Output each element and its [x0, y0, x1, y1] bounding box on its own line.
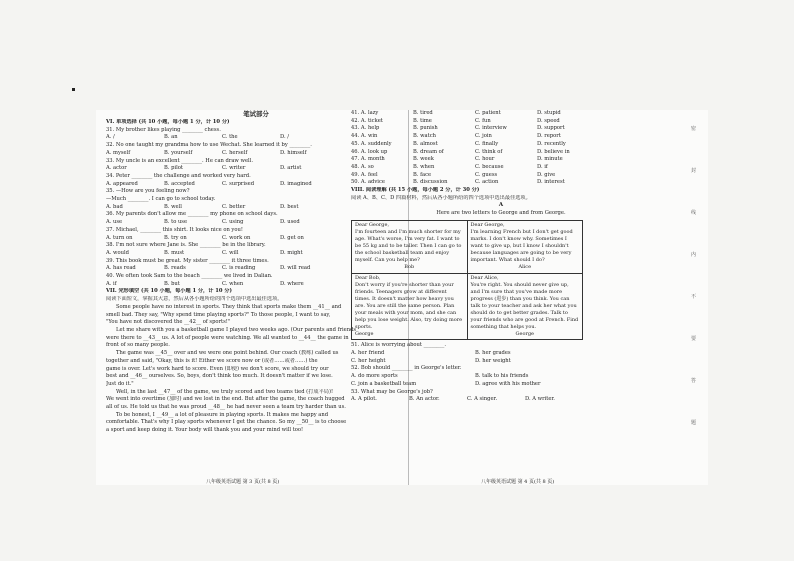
- option: C. finally: [475, 140, 499, 147]
- options-42: [351, 118, 651, 126]
- letter-signature: George: [355, 331, 374, 338]
- page-heading: 笔试部分: [243, 110, 269, 118]
- option: A. A pilot.: [351, 396, 377, 403]
- section-8-title: VIII. 阅读理解 (共 15 小题，每小题 2 分，计 30 分): [351, 187, 480, 194]
- option: C. surprised: [222, 180, 255, 187]
- option: D. might: [280, 249, 303, 256]
- question-34: 34. Peter ________ the challenge and worked very hard.: [106, 172, 251, 179]
- binding-char: 内: [691, 252, 697, 258]
- letter-body: Dear George, I'm fourteen and I'm much shorter for my age. What's worse, I'm very fat. I want to be 55 kg and to be taller. Then I can go to the school basketball team and enjoy myself. Can you help me?: [355, 221, 462, 264]
- question-37: 37. Michael, ________ this shirt. It looks nice on you!: [106, 226, 243, 233]
- option: D. recently: [537, 140, 566, 147]
- option: D. minute: [537, 156, 563, 163]
- option: C. because: [475, 163, 504, 170]
- option: A. use: [106, 219, 123, 226]
- option: D. support: [537, 125, 565, 132]
- options-46: [351, 149, 651, 157]
- option: B. when: [413, 163, 435, 170]
- reply-to-alice: [467, 273, 583, 340]
- option: B. almost: [413, 140, 438, 147]
- exam-sheet: [96, 110, 708, 485]
- option: C. fun: [475, 117, 491, 124]
- question-35: 35. —How are you feeling now?: [106, 188, 190, 195]
- options-53: [351, 396, 651, 404]
- question-39: 39. This book must be great. My sister ________ it three times.: [106, 257, 269, 264]
- option: C. patient: [475, 110, 501, 116]
- question-32: 32. No one taught my grandma how to use Wechat. She learned it by ________.: [106, 142, 312, 149]
- question-35-reply: —Much ________. I can go to school today.: [106, 196, 216, 203]
- option: D. believe in: [537, 148, 570, 155]
- section-7-instruction: 阅读下面短文，掌握其大意，然后从各小题所给的四个选项中选出最佳选项。: [106, 296, 283, 303]
- option: 45. A. suddenly: [351, 140, 392, 147]
- option: B. talk to his friends: [475, 373, 529, 380]
- option: C. the: [222, 134, 238, 141]
- option: D. give: [537, 171, 556, 178]
- option: D. agree with his mother: [475, 380, 541, 387]
- letter-body: Dear Bob, Don't worry if you're shorter than your friends. Teenagers grow at different times. It doesn't matter how heavy you are. You are still the same person. Plan your meals with your mom, and she can help you lose weight. Also, try doing more sports.: [355, 274, 463, 331]
- option: 46. A. look up: [351, 148, 388, 155]
- binding-char: 答: [691, 378, 697, 384]
- option: A. actor: [106, 165, 127, 172]
- section-6-title: VI. 单项选择 (共 10 小题，每小题 1 分，计 10 分): [106, 119, 230, 125]
- option: 41. A. lazy: [351, 110, 379, 116]
- option: 44. A. win: [351, 133, 378, 140]
- binding-line: [691, 125, 703, 425]
- option: D. will read: [280, 265, 311, 272]
- passage-line: Just do it.": [106, 380, 134, 387]
- passage-line: Well, in the last __47__ of the game, we truly scored and two teams tied (打成平局)!: [116, 388, 334, 395]
- option: 43. A. help: [351, 125, 380, 132]
- right-page: [351, 110, 651, 404]
- passage-line: front of so many people.: [106, 342, 170, 349]
- option: B. dream of: [413, 148, 444, 155]
- passage-line: all of us. He told us that he was proud __48__ he had never seen a team try harder than us.: [106, 404, 346, 411]
- option: B. but: [164, 280, 180, 287]
- options-51b: [351, 358, 651, 366]
- option: D. imagined: [280, 180, 312, 187]
- passage-line: Let me share with you a basketball game I played two weeks ago. (Our parents and friends: [116, 326, 357, 333]
- options-49: [351, 172, 651, 180]
- options-47: [351, 156, 651, 164]
- options-41: [351, 110, 651, 118]
- option: B. pilot: [164, 165, 183, 172]
- passage-line: were there to __43__ us. A lot of people were watching. We all wanted to __44__ the game in: [106, 334, 349, 341]
- option: B. face: [413, 171, 432, 178]
- option: 47. A. month: [351, 156, 385, 163]
- option: 48. A. so: [351, 163, 374, 170]
- passage-line: best and __46__ ourselves. So, boys, don't think too much. It doesn't matter if we lose.: [106, 373, 333, 380]
- passage-line: Some people have no interest in sports. They think that sports make them __41__ and: [116, 303, 342, 310]
- option: C. will: [222, 249, 239, 256]
- letters-table: [351, 220, 583, 341]
- passage-line: smell bad. They say, "Why spend time playing sports?" To those people, I want to say,: [106, 311, 331, 318]
- option: B. discussion: [413, 179, 448, 186]
- option: B. an: [164, 134, 178, 141]
- question-31: 31. My brother likes playing ________ chess.: [106, 126, 221, 133]
- section-8-instruction: 阅读 A、B、C、D 四篇材料，然后从各小题所给的四个选项中选出最佳选项。: [351, 194, 531, 201]
- option: C. using: [222, 219, 244, 226]
- option: C. herself: [222, 149, 248, 156]
- option: 42. A. ticket: [351, 117, 383, 124]
- option: C. better: [222, 203, 246, 210]
- option: C. think of: [475, 148, 503, 155]
- option: A. myself: [106, 149, 131, 156]
- question-33: 33. My uncle is an excellent ________. He can draw well.: [106, 157, 253, 164]
- option: 49. A. feel: [351, 171, 378, 178]
- question-53: 53. What may be George's job?: [351, 388, 433, 395]
- option: A. if: [106, 280, 117, 287]
- option: C. hour: [475, 156, 495, 163]
- question-51: 51. Alice is worrying about ________.: [351, 342, 446, 349]
- option: B. watch: [413, 133, 436, 140]
- options-52: [351, 373, 651, 381]
- option: 50. A. advice: [351, 179, 385, 186]
- option: D. artist: [280, 165, 302, 172]
- options-44: [351, 133, 651, 141]
- option: D. get on: [280, 234, 304, 241]
- option: A. would: [106, 249, 129, 256]
- passage-line: We went into overtime (加时) and we lost in the end. But after the game, the coach hugged: [106, 396, 345, 403]
- options-50: [351, 179, 651, 187]
- option: D. best: [280, 203, 299, 210]
- letter-signature: George: [515, 331, 534, 338]
- options-52b: [351, 381, 651, 389]
- option: C. interview: [475, 125, 507, 132]
- option: C. join: [475, 133, 492, 140]
- option: D. interest: [537, 179, 565, 186]
- option: D. stupid: [537, 110, 561, 116]
- options-48: [351, 164, 651, 172]
- option: B. must: [164, 249, 185, 256]
- options-45: [351, 141, 651, 149]
- question-52: 52. Bob should ________ in George's letter.: [351, 365, 462, 372]
- option: D. if: [537, 163, 548, 170]
- option: A. do more sports: [351, 373, 398, 380]
- passage-line: together and said, "Okay, this is it! Either we score now or (或者……或者……) the: [106, 357, 318, 364]
- passage-line: a sport and keep doing it. Your body will thank you and your mind will too!: [106, 427, 304, 434]
- passage-line: To be honest, I __49__ a lot of pleasure in playing sports. It makes me happy and: [116, 411, 329, 418]
- option: D. report: [537, 133, 561, 140]
- binding-char: 不: [691, 294, 697, 300]
- option: A. her friend: [351, 350, 385, 357]
- option: D. himself: [280, 149, 307, 156]
- option: B. try on: [164, 234, 187, 241]
- option: D. A writer.: [525, 396, 555, 403]
- letter-alice: [467, 220, 583, 273]
- binding-char: 题: [691, 420, 697, 426]
- letter-signature: Bob: [404, 264, 415, 271]
- letter-signature: Alice: [518, 264, 532, 271]
- option: C. A singer.: [467, 396, 498, 403]
- option: D. used: [280, 219, 300, 226]
- option: A. turn on: [106, 234, 133, 241]
- option: B. accepted: [164, 180, 195, 187]
- binding-char: 密: [691, 126, 697, 132]
- question-40: 40. We often took Sam to the beach ________ we lived in Dalian.: [106, 273, 273, 280]
- option: B. reads: [164, 265, 186, 272]
- option: D. speed: [537, 117, 560, 124]
- option: A. has read: [106, 265, 136, 272]
- letter-body: Dear Alice, You're right. You should never give up, and I'm sure that you've made more progress (进步) than you think. You can talk to your teacher and ask her what you should do to get better grades. Talk to your friends who are good at French. Find something that helps you.: [470, 274, 579, 331]
- option: B. time: [413, 117, 432, 124]
- binding-char: 要: [691, 336, 697, 342]
- option: D. her weight: [475, 357, 511, 364]
- options-43: [351, 125, 651, 133]
- option: B. her grades: [475, 350, 511, 357]
- option: B. well: [164, 203, 182, 210]
- left-footer: 八年级英语试题 第 3 页(共 8 页): [206, 479, 280, 485]
- options-51: [351, 350, 651, 358]
- binding-char: 封: [691, 168, 697, 174]
- section-7-title: VII. 完形填空 (共 10 小题，每小题 1 分，计 10 分): [106, 288, 232, 295]
- option: C. when: [222, 280, 244, 287]
- option: C. guess: [475, 171, 498, 178]
- option: C. her height: [351, 357, 386, 364]
- corner-mark: [72, 88, 75, 91]
- letter-bob: [352, 220, 468, 273]
- option: B. week: [413, 156, 434, 163]
- question-38: 38. I'm not sure where Jane is. She ________ be in the library.: [106, 242, 266, 249]
- part-a-label: A: [498, 202, 504, 209]
- passage-line: game is over. Let's work hard to score. Even (即使) we don't score, we should try our: [106, 365, 329, 372]
- reply-to-bob: [352, 273, 468, 340]
- option: B. yourself: [164, 149, 193, 156]
- right-footer: 八年级英语试题 第 4 页(共 8 页): [481, 479, 555, 485]
- option: A. appeared: [106, 180, 138, 187]
- option: C. writer: [222, 165, 246, 172]
- option: A. /: [106, 134, 115, 141]
- question-36: 36. My parents don't allow me ________ my phone on school days.: [106, 211, 278, 218]
- option: C. action: [475, 179, 499, 186]
- option: B. tired: [413, 110, 433, 116]
- option: A. bad: [106, 203, 123, 210]
- option: C. is reading: [222, 265, 256, 272]
- option: C. join a basketball team: [351, 380, 417, 387]
- passage-line: The game was __45__ over and we were one point behind. Our coach (教练) called us: [116, 350, 339, 357]
- option: D. where: [280, 280, 304, 287]
- option: C. work on: [222, 234, 251, 241]
- passage-line: comfortable. That's why I play sports whenever I get the chance. So my __50__ is to choose: [106, 419, 347, 426]
- option: B. to use: [164, 219, 188, 226]
- letter-body: Dear George, I'm learning French but I don't get good marks. I don't know why. Sometimes I want to give up, but I know I shouldn't because languages are going to be very important. What should I do?: [470, 221, 573, 264]
- option: D. /: [280, 134, 290, 141]
- part-a-intro: Here are two letters to George and from George.: [436, 210, 566, 217]
- passage-line: "You have not discovered the __42__ of sports!": [106, 319, 231, 326]
- binding-char: 线: [691, 210, 697, 216]
- option: B. punish: [413, 125, 438, 132]
- option: B. An actor.: [409, 396, 440, 403]
